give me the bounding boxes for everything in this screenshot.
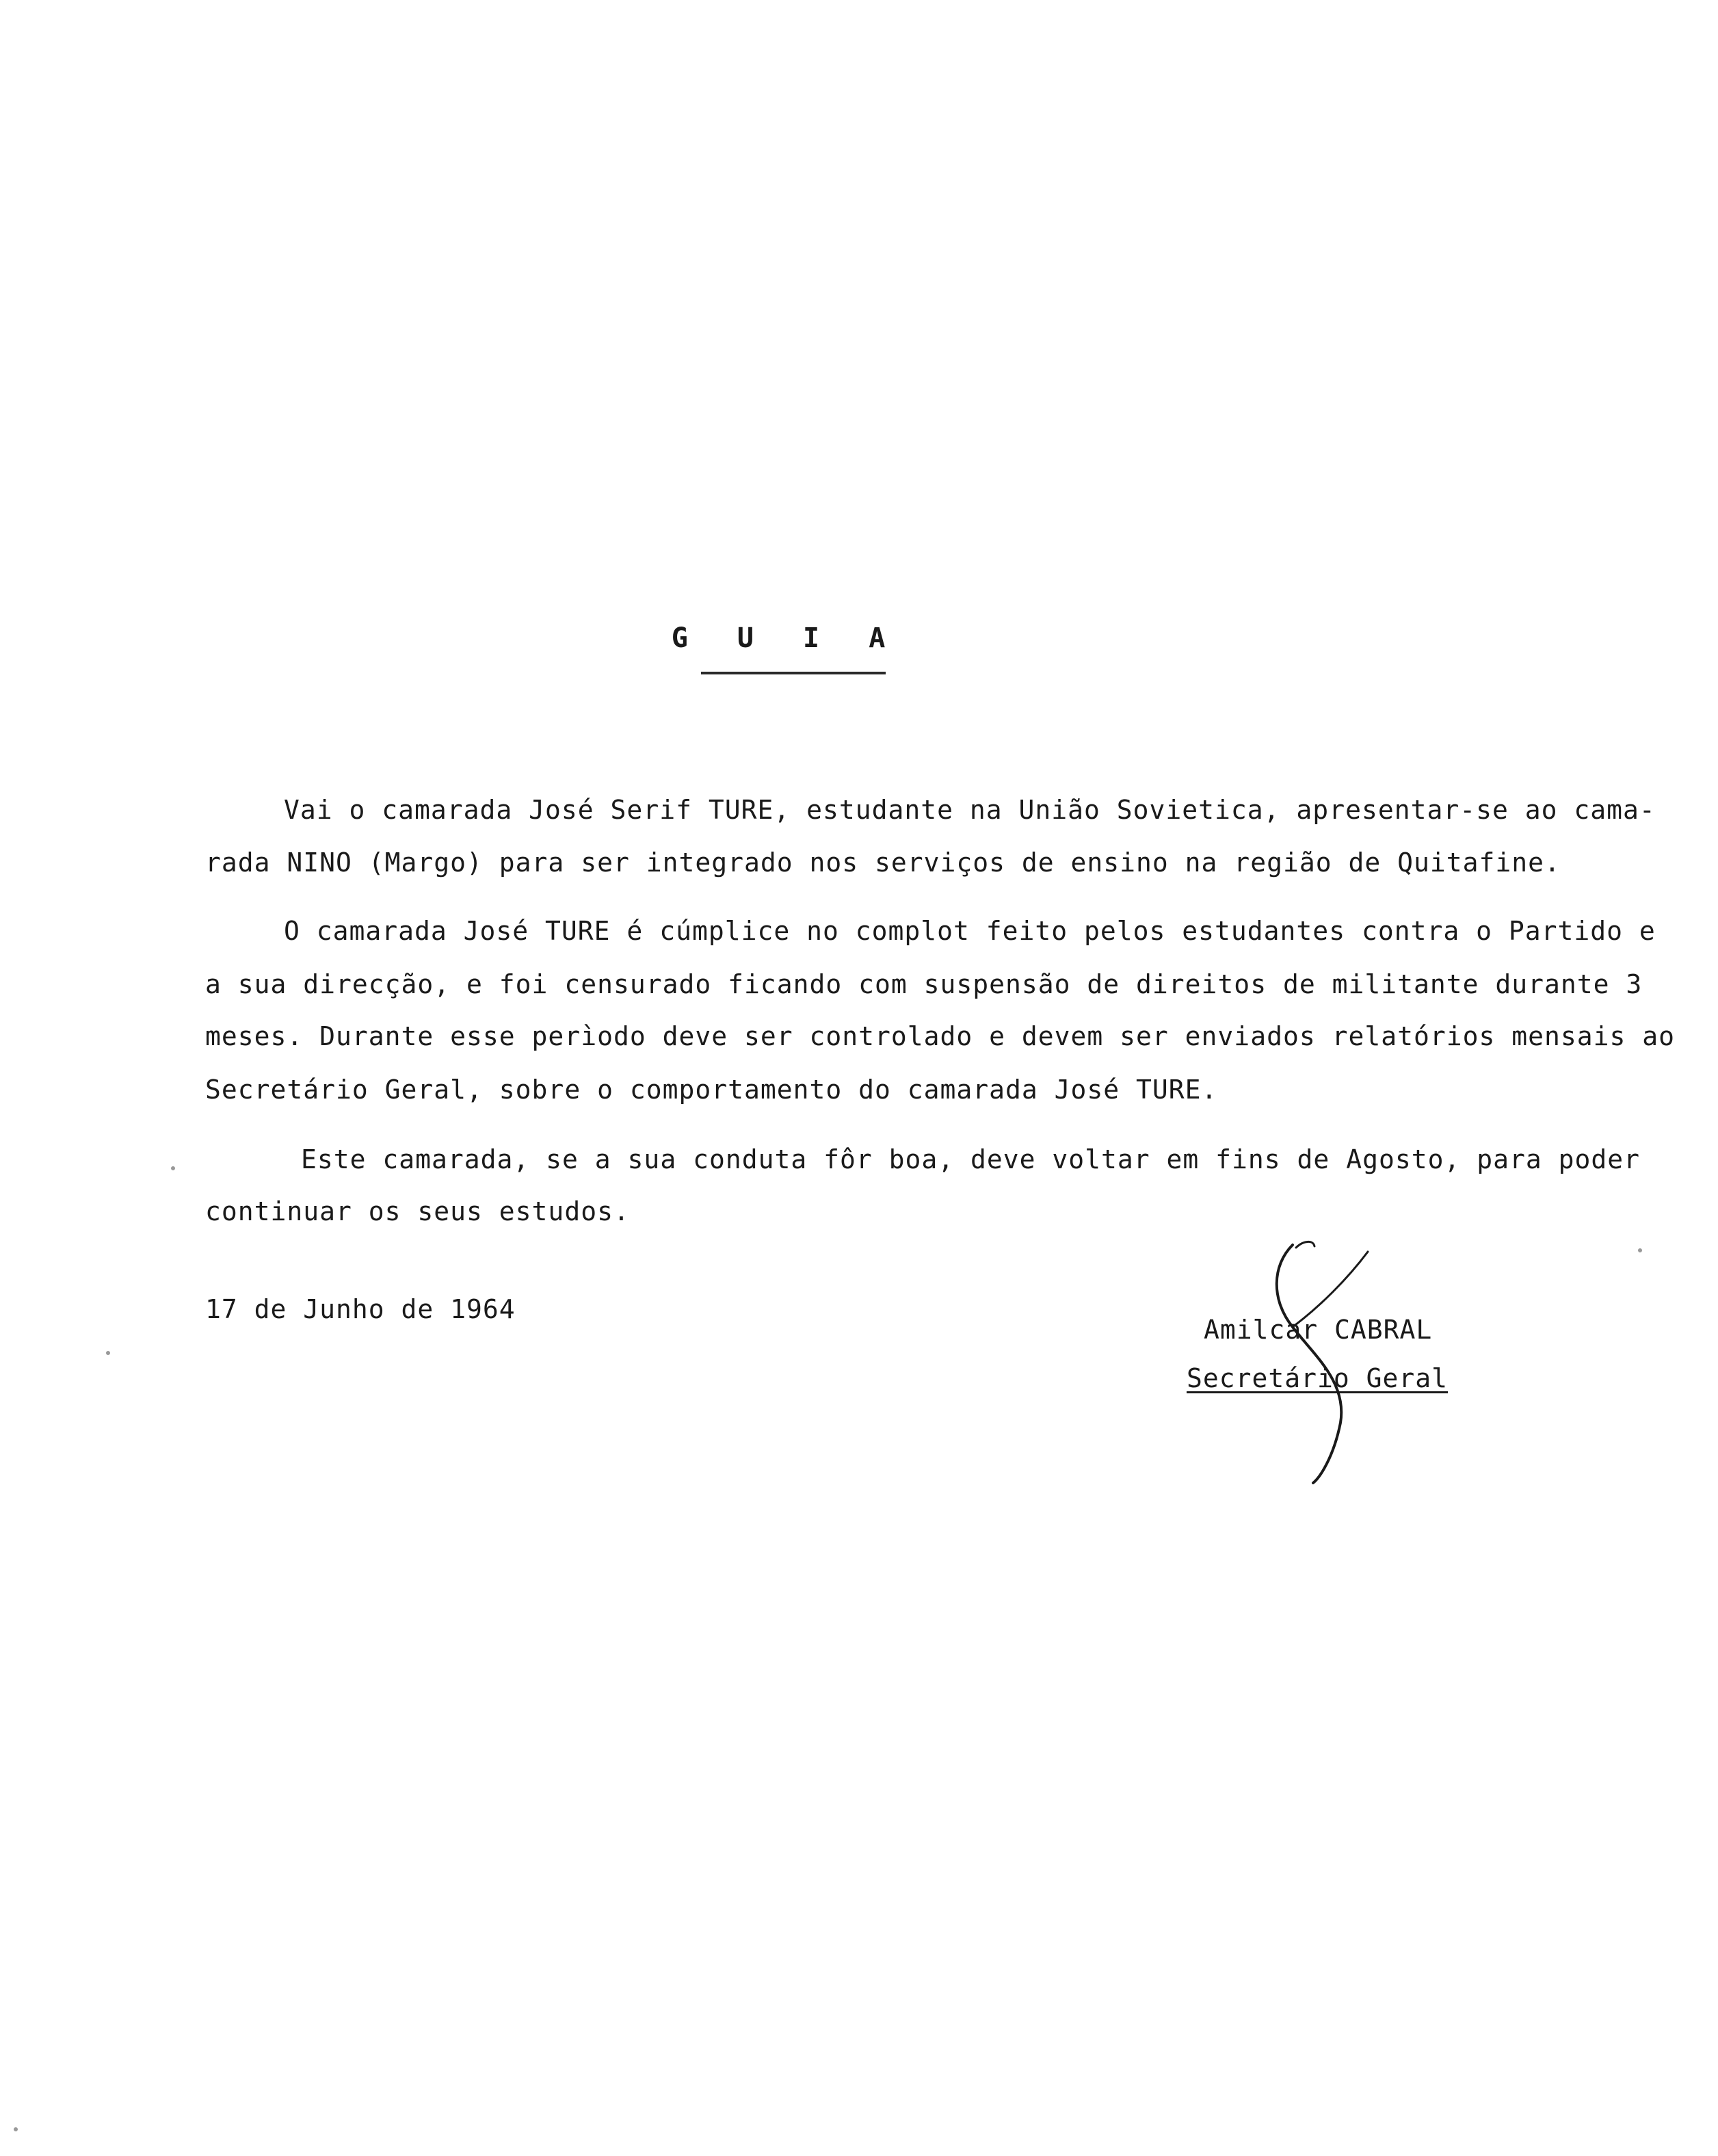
paper-speck <box>106 1351 110 1355</box>
paper-speck <box>171 1166 175 1170</box>
paper-speck <box>1638 1248 1642 1252</box>
document-date: 17 de Junho de 1964 <box>205 1294 516 1324</box>
paper-speck <box>14 2127 18 2131</box>
handwritten-signature <box>1265 1238 1402 1484</box>
paragraph-line: Secretário Geral, sobre o comportamento do camarada José TURE. <box>205 1075 1218 1105</box>
document-title: G U I A <box>671 622 902 654</box>
title-underline <box>701 672 886 674</box>
paragraph-line: O camarada José TURE é cúmplice no complot feito pelos estudantes contra o Partido e <box>284 916 1656 946</box>
paragraph-line: a sua direcção, e foi censurado ficando com suspensão de direitos de militante durante 3 <box>205 969 1643 999</box>
paragraph-line: continuar os seus estudos. <box>205 1196 630 1226</box>
signatory-title: Secretário Geral <box>1187 1363 1449 1393</box>
signatory-name: Amilcar CABRAL <box>1204 1315 1433 1345</box>
paragraph-line: meses. Durante esse perìodo deve ser controlado e devem ser enviados relatórios mensais ao <box>205 1021 1676 1051</box>
paragraph-line: Vai o camarada José Serif TURE, estudante na União Sovietica, apresentar-se ao cama- <box>284 795 1656 825</box>
paragraph-line: Este camarada, se a sua conduta fôr boa, deve voltar em fins de Agosto, para poder <box>301 1144 1640 1174</box>
paragraph-line: rada NINO (Margo) para ser integrado nos serviços de ensino na região de Quitafine. <box>205 847 1561 878</box>
